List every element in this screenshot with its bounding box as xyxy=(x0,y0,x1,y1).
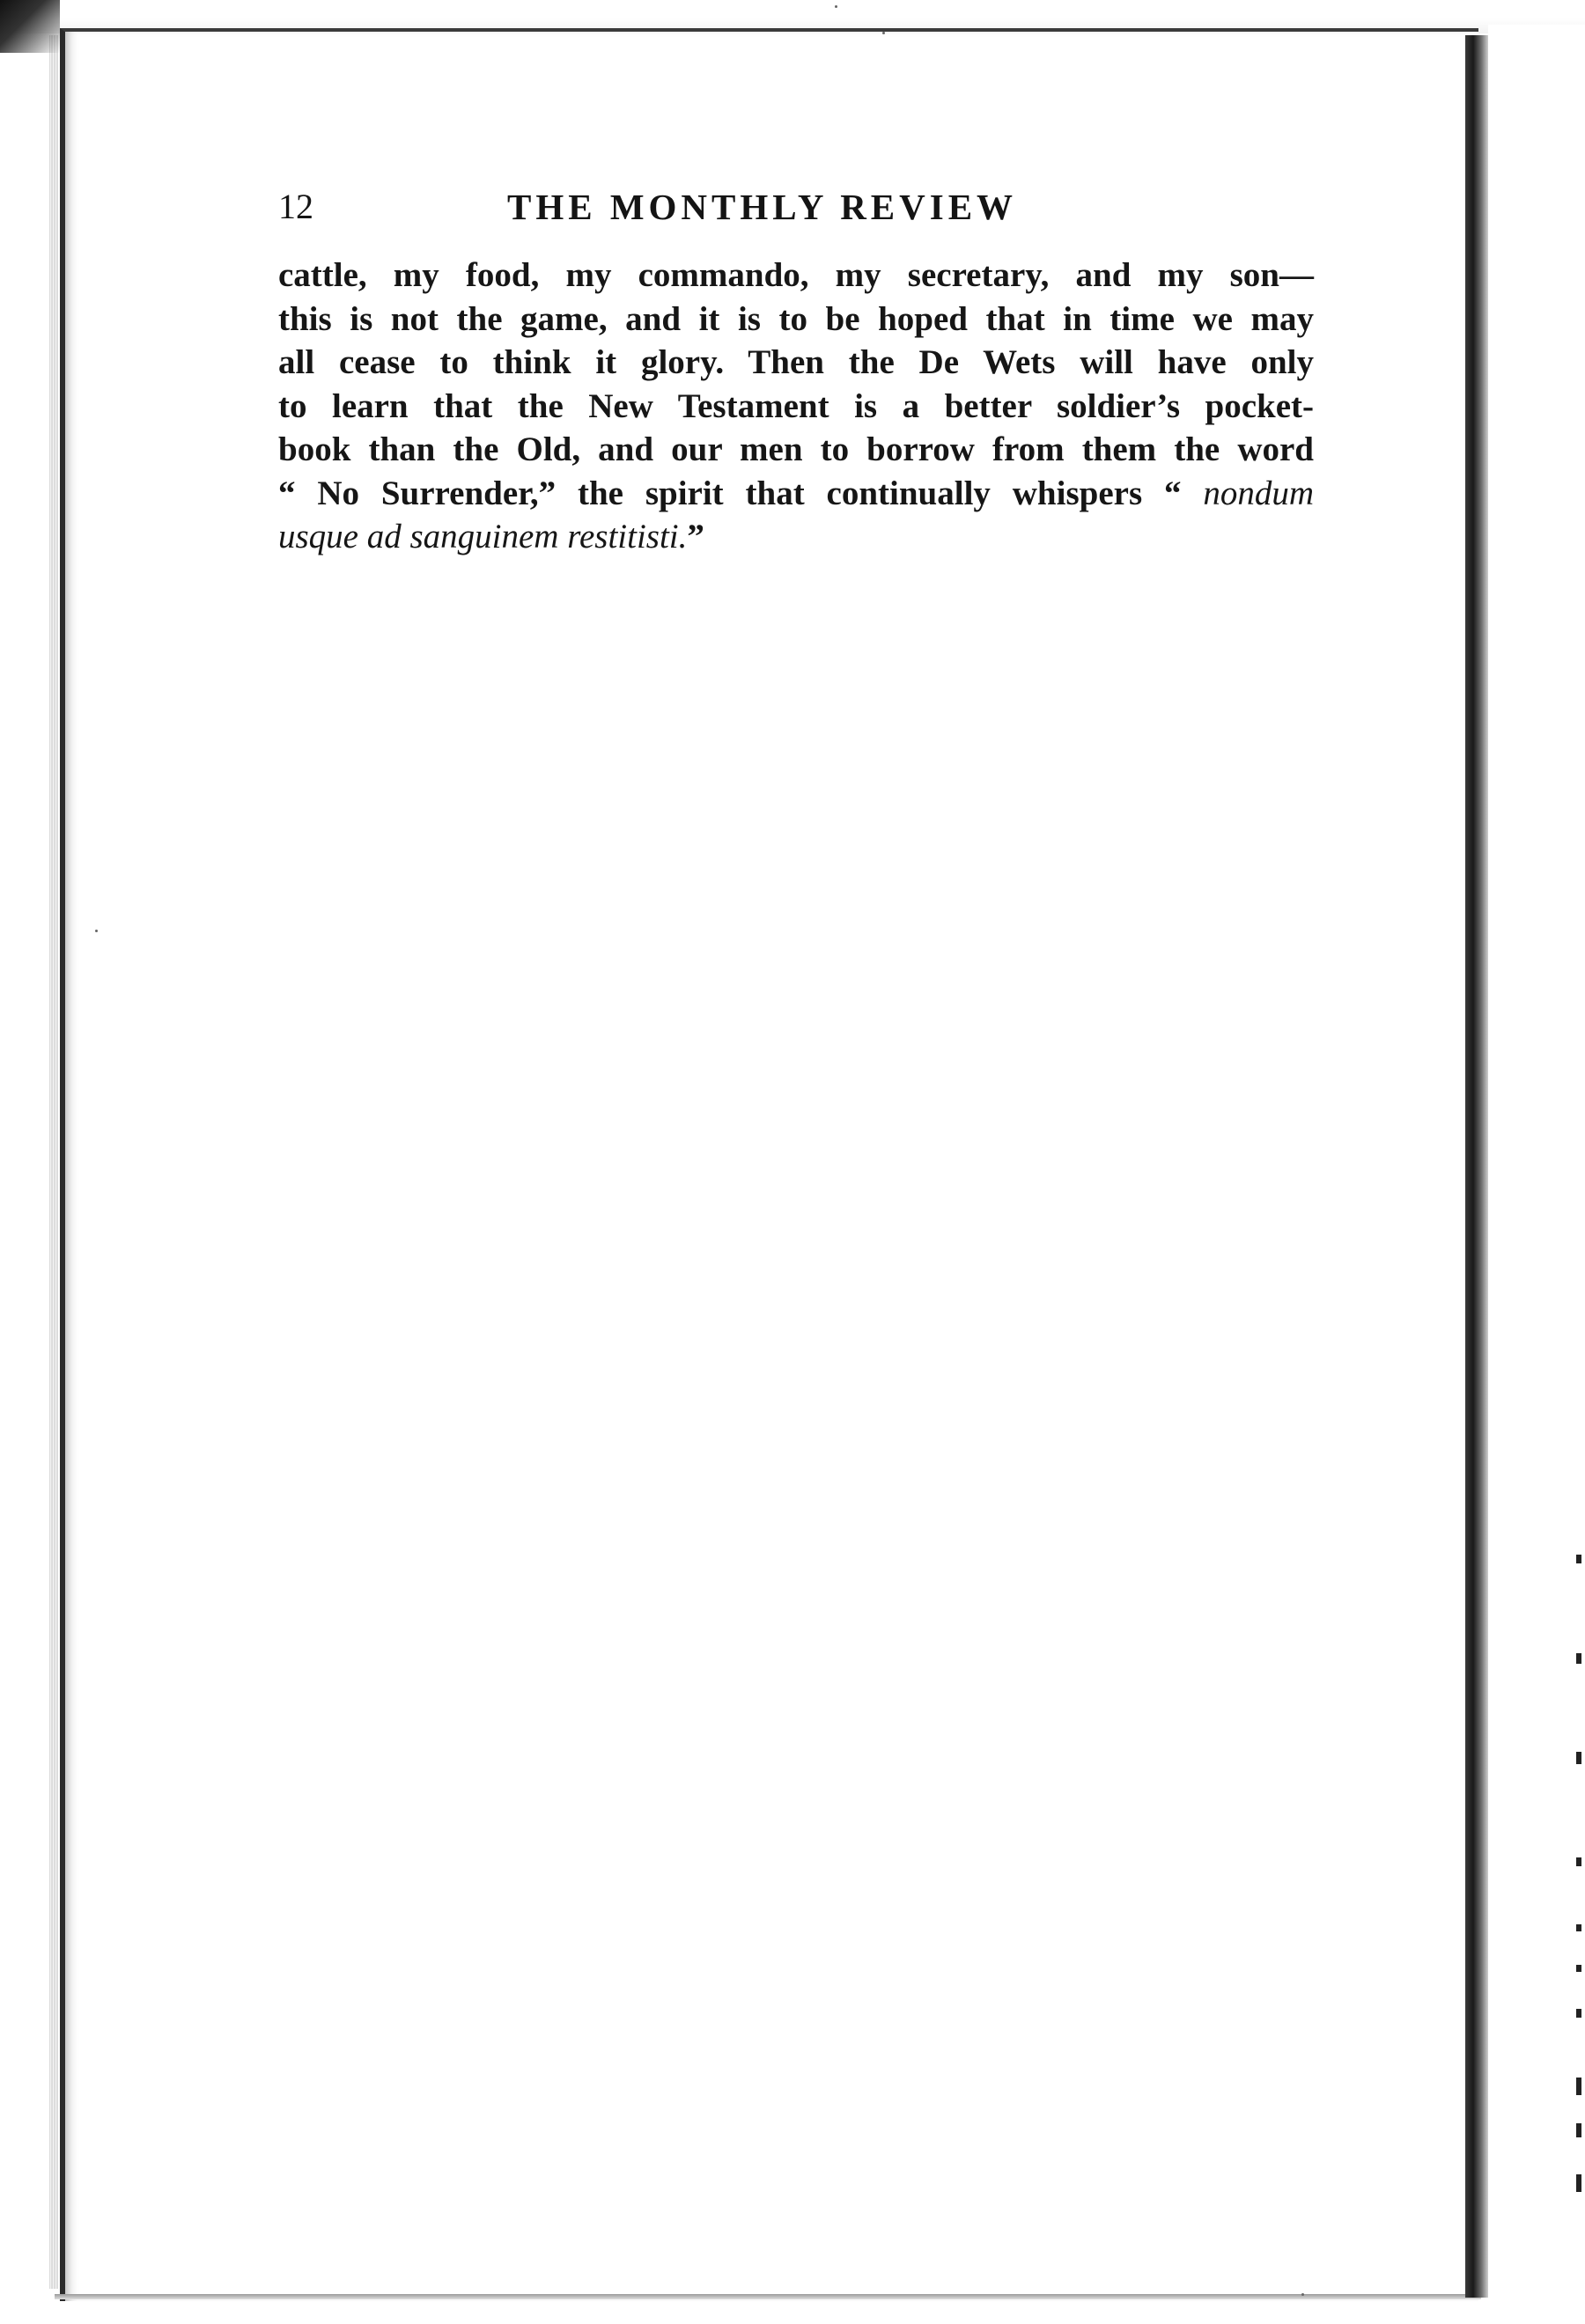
scan-speck xyxy=(1301,2293,1304,2296)
latin-phrase: usque ad sanguinem restitisti. xyxy=(278,518,688,555)
text-line: “ No Surrender,” the spirit that continually whispers “ nondum xyxy=(278,474,1314,512)
text-line: book than the Old, and our men to borrow from them the word xyxy=(278,430,1314,468)
text-line: this is not the game, and it is to be hoped that in time we may xyxy=(278,299,1314,338)
text-line: to learn that the New Testament is a better soldier’s pocket- xyxy=(278,386,1314,425)
facing-page-text-fragment xyxy=(1576,2009,1581,2018)
body-paragraph xyxy=(278,254,1314,559)
facing-page-text-fragment xyxy=(1576,2123,1581,2137)
scanner-corner-shadow xyxy=(0,0,60,53)
facing-page-text-fragment xyxy=(1576,2078,1581,2095)
scan-speck xyxy=(882,32,885,34)
facing-page-text-fragment xyxy=(1576,2174,1581,2192)
facing-page-text-fragment xyxy=(1576,1653,1581,1664)
scan-speck xyxy=(95,930,98,932)
text-line: usque ad sanguinem restitisti.” xyxy=(278,518,704,555)
page-bottom-edge xyxy=(55,2294,1481,2299)
facing-page-text-fragment xyxy=(1576,1857,1581,1866)
text-line: cattle, my food, my commando, my secretary, and my son— xyxy=(278,256,1314,294)
latin-phrase: nondum xyxy=(1203,474,1314,512)
scan-speck xyxy=(835,5,837,8)
page-stack-edge xyxy=(49,35,58,2289)
text-line: all cease to think it glory. Then the De Wets will have only xyxy=(278,343,1314,381)
facing-page-edge xyxy=(1488,25,1585,2313)
journal-title: THE MONTHLY REVIEW xyxy=(507,187,1018,227)
facing-page-text-fragment xyxy=(1576,1555,1581,1563)
running-head xyxy=(278,180,1097,233)
facing-page-text-fragment xyxy=(1576,1752,1581,1764)
facing-page-text-fragment xyxy=(1576,1924,1581,1931)
page-number: 12 xyxy=(278,187,313,226)
facing-page-text-fragment xyxy=(1576,1965,1581,1972)
book-gutter-shadow xyxy=(1465,35,1488,2298)
